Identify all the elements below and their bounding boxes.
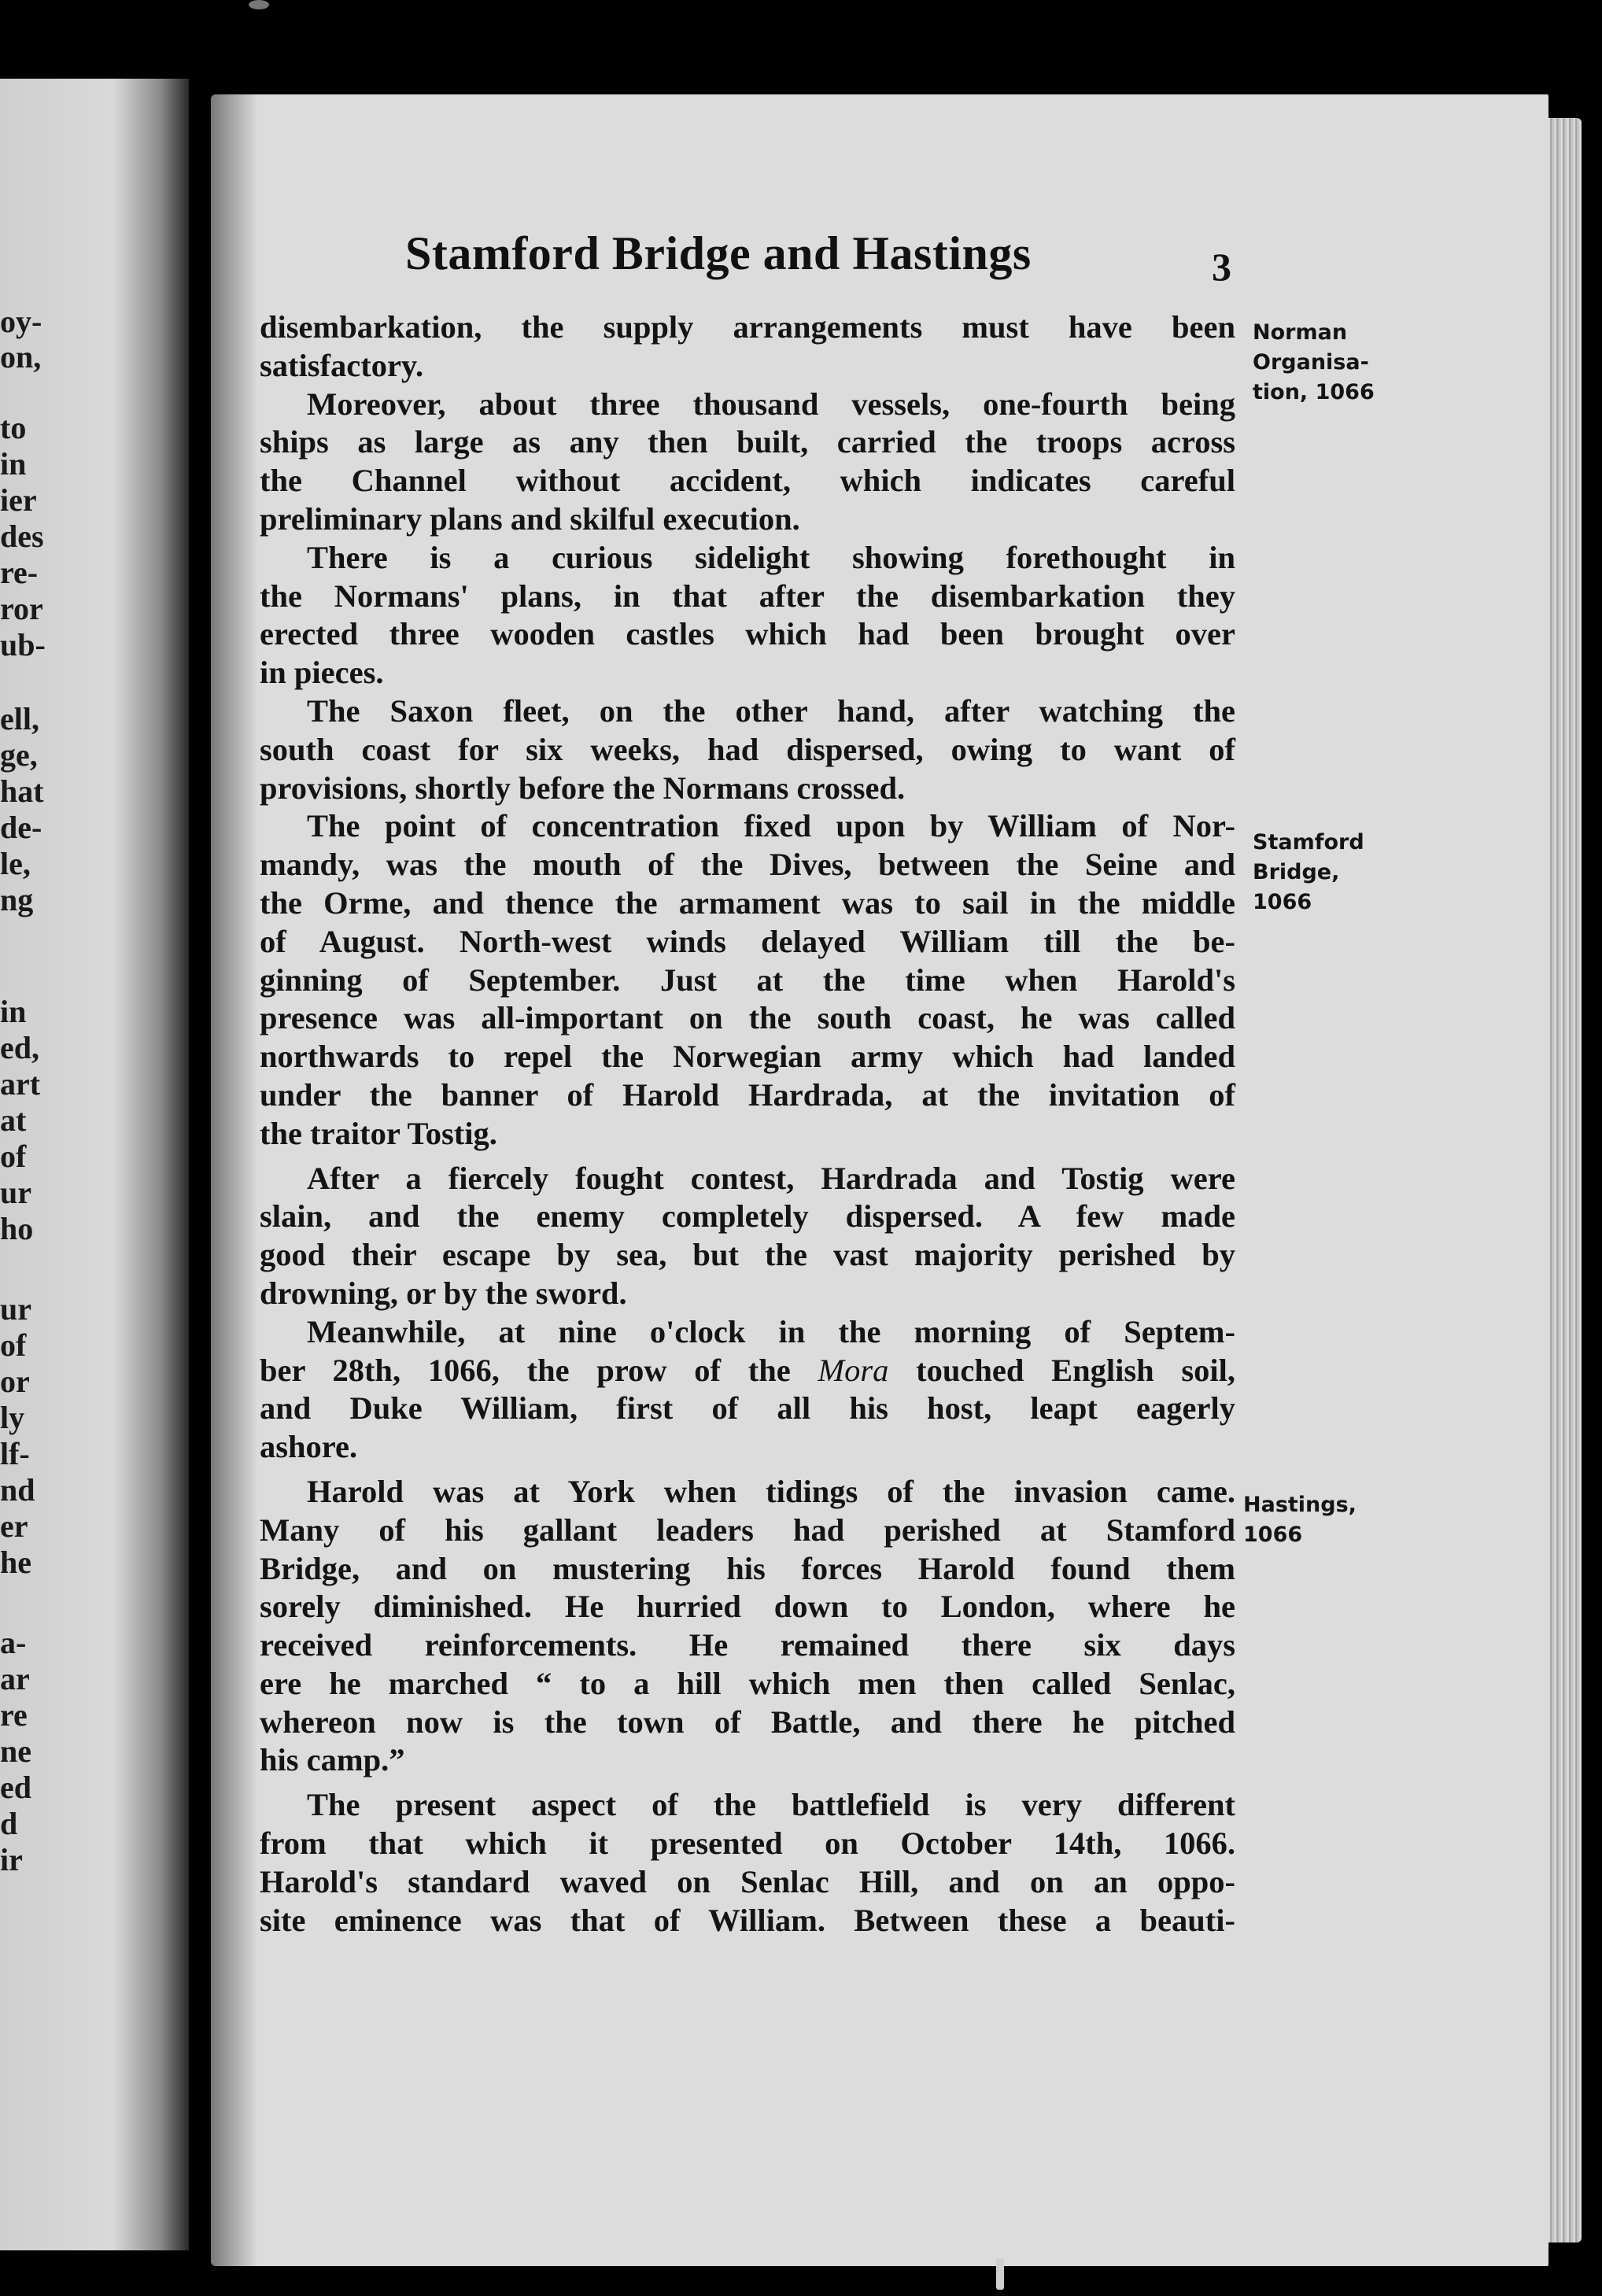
left-page-fragment: ge, bbox=[0, 737, 38, 773]
text-line: whereon now is the town of Battle, and there he pitched bbox=[260, 1704, 1235, 1740]
text-line: The Saxon fleet, on the other hand, after watching the bbox=[307, 692, 1235, 729]
left-page-fragment: de- bbox=[0, 810, 42, 845]
left-page-fragment: of bbox=[0, 1327, 27, 1363]
text-line: ere he marched “ to a hill which men then called Senlac, bbox=[260, 1665, 1235, 1701]
sidenote-line: Norman bbox=[1253, 320, 1348, 345]
text-line: Harold was at York when tidings of the invasion came. bbox=[307, 1473, 1235, 1509]
left-page-fragment: ho bbox=[0, 1211, 34, 1246]
text-line: the Orme, and thence the armament was to sail in the middle bbox=[260, 884, 1235, 921]
text-line: the traitor Tostig. bbox=[260, 1115, 497, 1151]
text-line: disembarkation, the supply arrangements must have been bbox=[260, 309, 1235, 345]
left-page-fragment: ly bbox=[0, 1400, 25, 1435]
left-page-fragment: he bbox=[0, 1545, 31, 1580]
left-page-fragment: er bbox=[0, 1508, 28, 1544]
left-page-fragment: le, bbox=[0, 846, 31, 881]
sidenote-line: 1066 bbox=[1243, 1523, 1303, 1547]
left-page-fragment: ub- bbox=[0, 627, 46, 663]
left-page-fragment: hat bbox=[0, 773, 44, 809]
sidenote-stamford-bridge bbox=[1253, 828, 1364, 917]
left-page-fragment: ne bbox=[0, 1733, 31, 1769]
text-line: the Normans' plans, in that after the disembarkation they bbox=[260, 578, 1235, 614]
text-line: There is a curious sidelight showing forethought in bbox=[307, 539, 1235, 575]
spine-shadow bbox=[211, 94, 258, 2266]
text-line: received reinforcements. He remained there six days bbox=[260, 1627, 1235, 1663]
sidenote-line: tion, 1066 bbox=[1253, 380, 1375, 404]
text-line: After a fiercely fought contest, Hardrada and Tostig were bbox=[307, 1160, 1235, 1196]
left-page-fragment: ir bbox=[0, 1842, 23, 1877]
left-facing-page bbox=[0, 79, 189, 2250]
left-page-fragment: on, bbox=[0, 339, 42, 375]
sidenote-line: Hastings, bbox=[1243, 1493, 1357, 1517]
text-line: The point of concentration fixed upon by William of Nor- bbox=[307, 808, 1235, 844]
text-line: erected three wooden castles which had been brought over bbox=[260, 616, 1235, 652]
sidenote-line: Stamford bbox=[1253, 830, 1364, 855]
left-page-fragment: ror bbox=[0, 591, 43, 626]
left-page-fragment: or bbox=[0, 1364, 30, 1399]
text-line: ber 28th, 1066, the prow of the Mora touched English soil, bbox=[260, 1352, 1235, 1388]
scan-speck bbox=[249, 0, 269, 9]
text-line: in pieces. bbox=[260, 655, 384, 691]
left-page-fragment: art bbox=[0, 1066, 41, 1102]
body-text bbox=[260, 308, 1235, 1940]
left-page-fragment: ell, bbox=[0, 701, 39, 736]
text-line: northwards to repel the Norwegian army which had landed bbox=[260, 1039, 1235, 1075]
page-number: 3 bbox=[1212, 245, 1231, 289]
text-line: The present aspect of the battlefield is very different bbox=[307, 1787, 1235, 1823]
text-line: sorely diminished. He hurried down to London, where he bbox=[260, 1589, 1235, 1625]
sidenote-norman-organisation bbox=[1253, 318, 1375, 408]
text-line: slain, and the enemy completely dispersed. A few made bbox=[260, 1198, 1235, 1235]
left-page-fragment: des bbox=[0, 519, 44, 554]
text-line: under the banner of Harold Hardrada, at the invitation of bbox=[260, 1076, 1235, 1113]
sidenote-line: Bridge, bbox=[1253, 860, 1340, 884]
text-line: presence was all-important on the south coast, he was called bbox=[260, 1000, 1235, 1036]
text-line: Bridge, and on mustering his forces Harold found them bbox=[260, 1550, 1235, 1586]
left-page-fragment: ed bbox=[0, 1770, 31, 1805]
text-line: Moreover, about three thousand vessels, one-fourth being bbox=[307, 386, 1235, 422]
text-line: south coast for six weeks, had dispersed, owing to want of bbox=[260, 731, 1235, 767]
text-line: provisions, shortly before the Normans crossed. bbox=[260, 770, 906, 806]
left-page-fragment: ur bbox=[0, 1291, 31, 1327]
left-page-fragment: d bbox=[0, 1806, 18, 1841]
left-page-fragment: of bbox=[0, 1139, 27, 1174]
text-line: ships as large as any then built, carried the troops across bbox=[260, 424, 1235, 460]
text-line: his camp.” bbox=[260, 1742, 405, 1778]
left-page-fragment: ur bbox=[0, 1175, 31, 1210]
text-line: satisfactory. bbox=[260, 347, 424, 383]
text-line: ashore. bbox=[260, 1429, 358, 1465]
text-line: preliminary plans and skilful execution. bbox=[260, 500, 800, 537]
sidenote-hastings bbox=[1243, 1490, 1357, 1550]
left-page-fragment: ar bbox=[0, 1661, 30, 1696]
left-page-fragment: re bbox=[0, 1697, 28, 1733]
left-page-fragment: re- bbox=[0, 555, 39, 590]
text-line: the Channel without accident, which indicates careful bbox=[260, 463, 1235, 499]
sidenote-line: Organisa- bbox=[1253, 350, 1369, 375]
left-page-fragment: ier bbox=[0, 482, 37, 518]
left-page-fragment: in bbox=[0, 446, 27, 482]
sidenote-line: 1066 bbox=[1253, 890, 1312, 914]
left-page-fragment: to bbox=[0, 410, 27, 445]
text-line: Meanwhile, at nine o'clock in the morning of Septem- bbox=[307, 1313, 1235, 1349]
left-page-fragment: lf- bbox=[0, 1436, 30, 1471]
running-head-title: Stamford Bridge and Hastings bbox=[405, 227, 1032, 279]
text-line: of August. North-west winds delayed William till the be- bbox=[260, 923, 1235, 959]
text-line: Many of his gallant leaders had perished at Stamford bbox=[260, 1512, 1235, 1548]
left-page-fragment: nd bbox=[0, 1472, 35, 1508]
left-page-fragment: at bbox=[0, 1102, 27, 1138]
left-page-fragment: oy- bbox=[0, 304, 42, 339]
text-line: site eminence was that of William. Between these a beauti- bbox=[260, 1902, 1235, 1938]
left-page-fragment: in bbox=[0, 994, 27, 1029]
text-line: from that which it presented on October 14th, 1066. bbox=[260, 1825, 1235, 1862]
left-page-fragment: ed, bbox=[0, 1030, 39, 1065]
text-line: drowning, or by the sword. bbox=[260, 1275, 627, 1311]
left-page-fragment: a- bbox=[0, 1625, 27, 1660]
page-tab-mark bbox=[996, 2258, 1004, 2290]
text-line: good their escape by sea, but the vast majority perished by bbox=[260, 1237, 1235, 1273]
text-line: Harold's standard waved on Senlac Hill, and on an oppo- bbox=[260, 1863, 1235, 1899]
text-line: mandy, was the mouth of the Dives, between the Seine and bbox=[260, 847, 1235, 883]
left-page-fragment: ng bbox=[0, 882, 34, 917]
text-line: ginning of September. Just at the time when Harold's bbox=[260, 962, 1235, 998]
text-line: and Duke William, first of all his host, leapt eagerly bbox=[260, 1390, 1235, 1427]
